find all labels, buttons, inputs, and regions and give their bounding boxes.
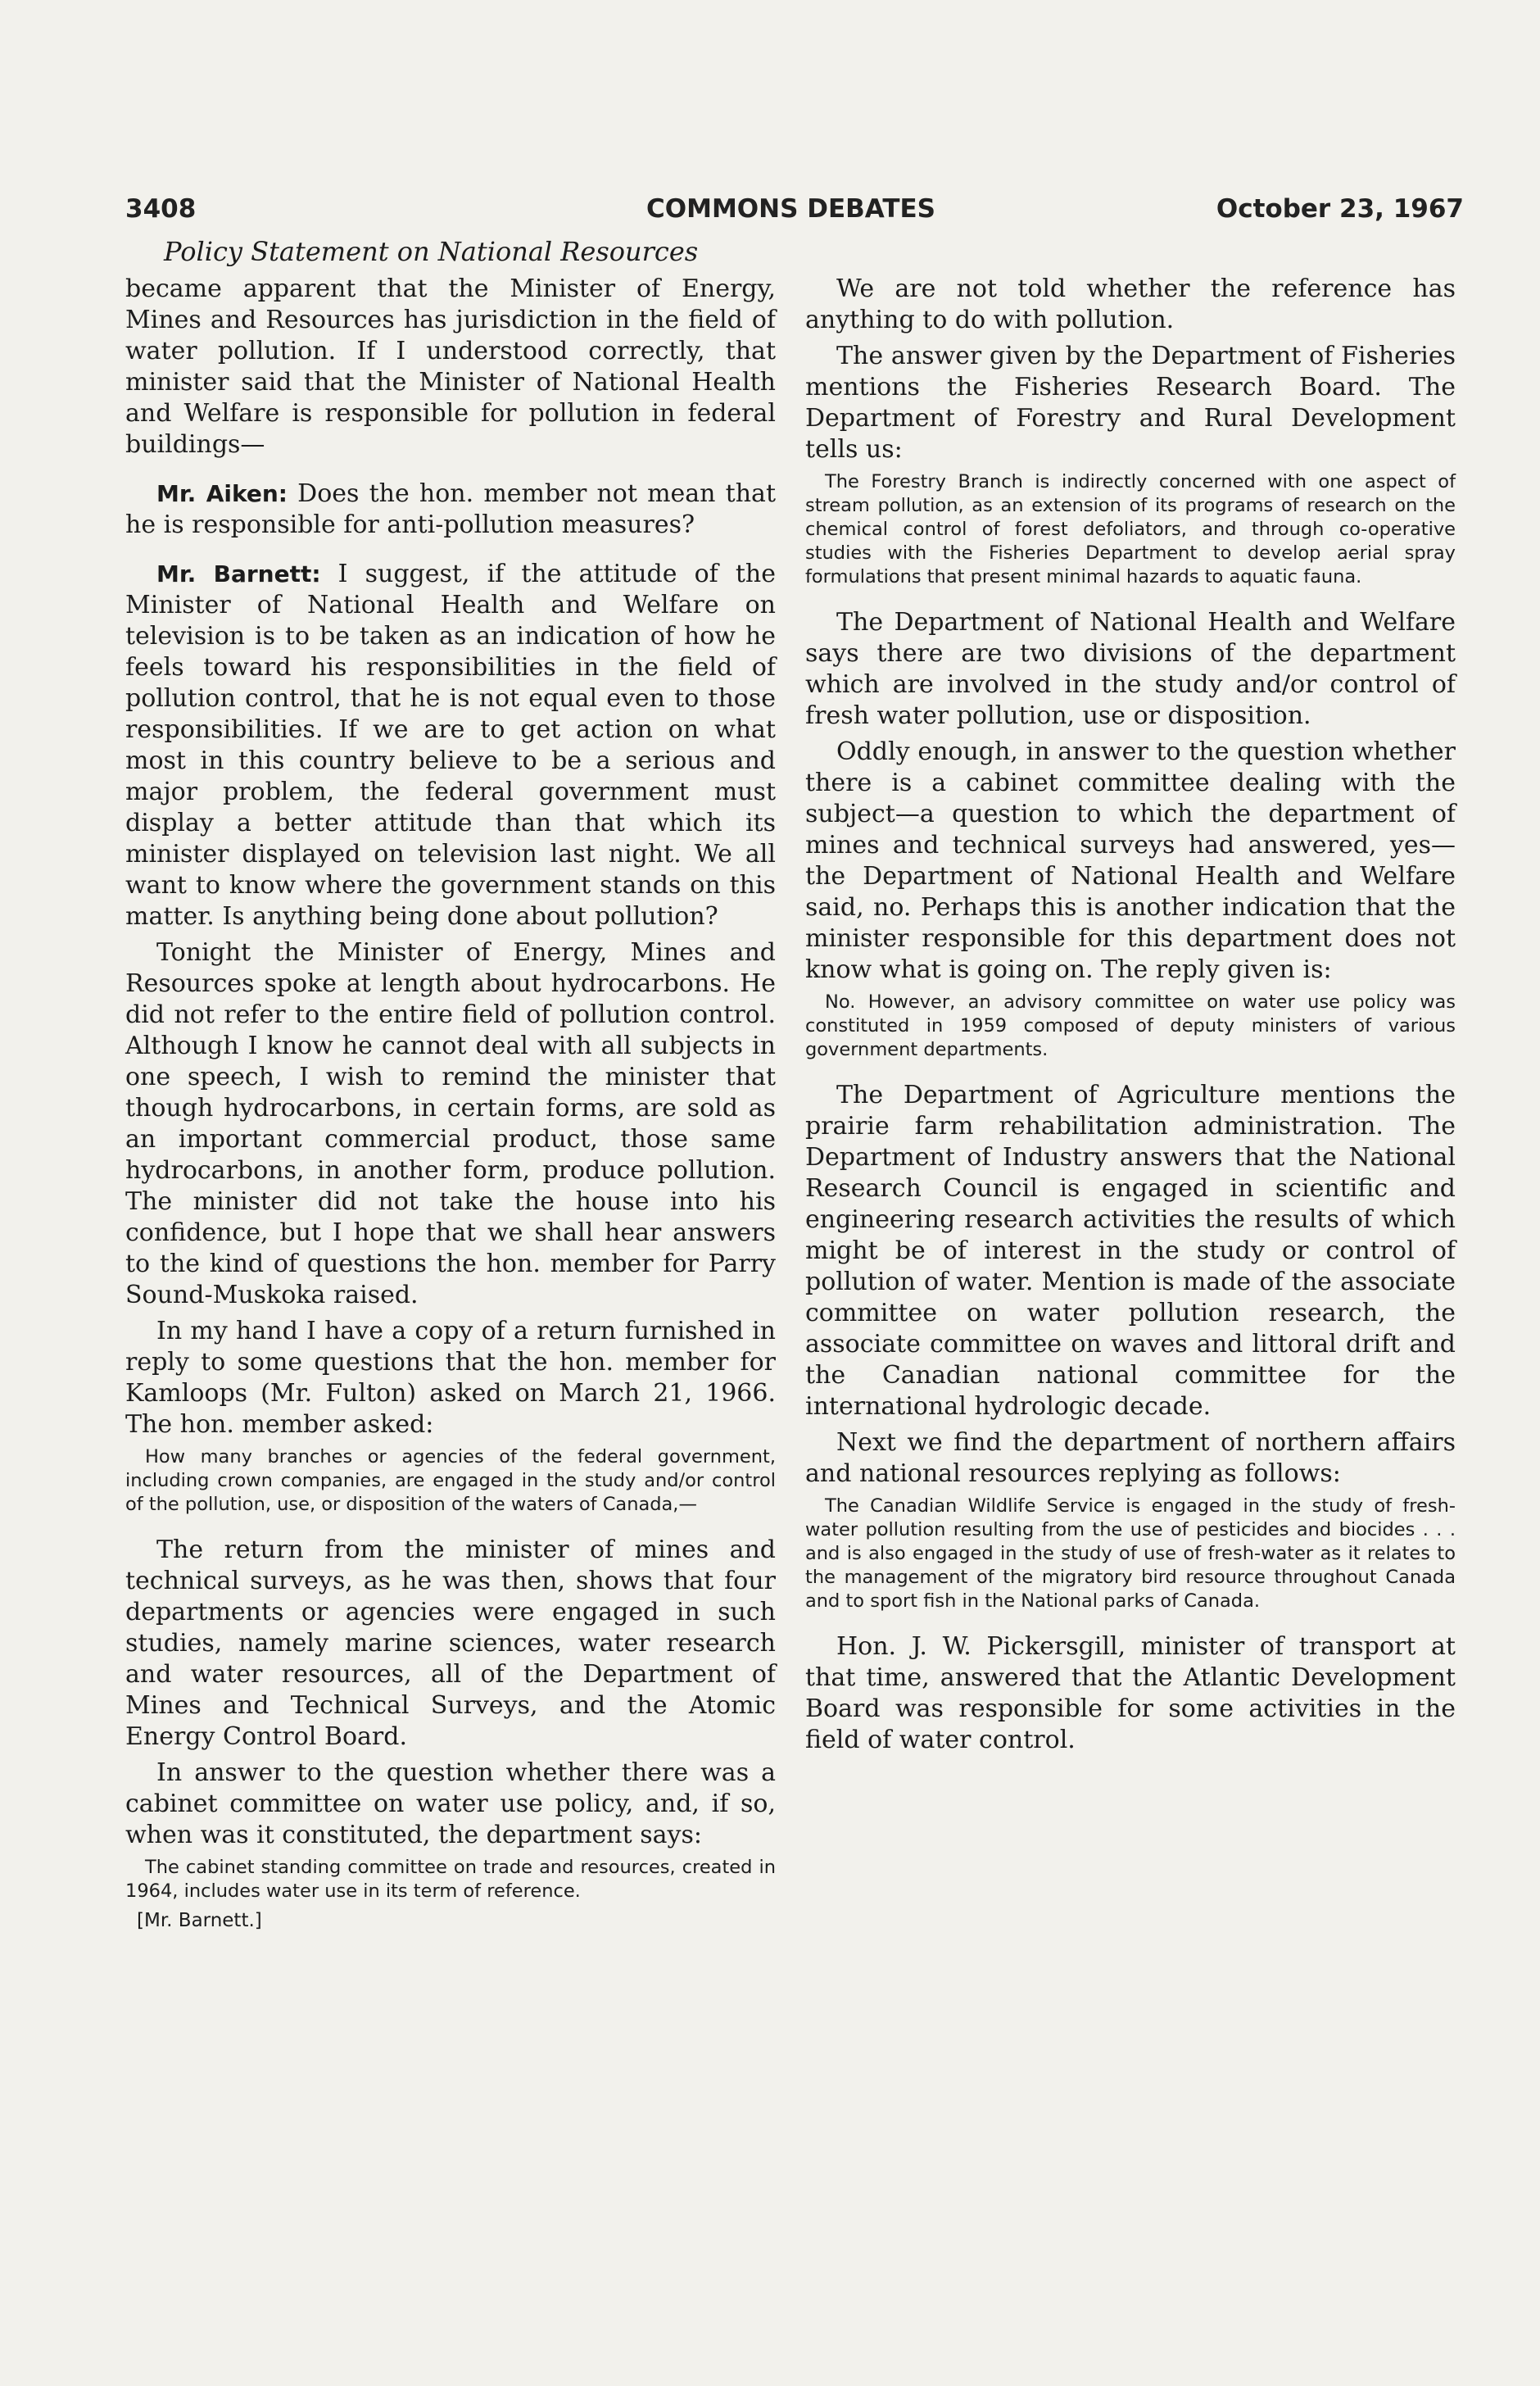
publication-date: October 23, 1967	[1216, 194, 1464, 224]
paragraph: The Department of National Health and Welfare says there are two divisions of the department which are involved in the study and/or control of fresh water pollution, use or disposition.	[805, 608, 1456, 730]
page-header	[125, 194, 1464, 235]
paragraph: Tonight the Minister of Energy, Mines and Resources spoke at length about hydrocarbons. He did not refer to the entire field of pollution control. Although I know he cannot deal with all subjects in one speech, I wish to remind the minister that though hydrocarbons, in certain forms, are sold as an important commercial product, those same hydrocarbons, in another form, produce pollution. The minister did not take the house into his confidence, but I hope that we shall hear answers to the kind of questions the hon. member for Parry Sound-Muskoka raised.	[125, 938, 776, 1309]
left-column	[125, 274, 776, 1931]
paragraph: The Department of Agriculture mentions the prairie farm rehabilitation administration. The Department of Industry answers that the National Research Council is engaged in scientific and engineering research activities the results of which might be of interest in the study or control of pollution of water. Mention is made of the associate committee on water pollution research, the associate committee on waves and littoral drift and the Canadian national committee for the international hydrologic decade.	[805, 1081, 1456, 1421]
quotation: The Forestry Branch is indirectly concerned with one aspect of stream pollution, as an extension of its programs of research on the chemical control of forest defoliators, and through co-operative studies with the Fisheries Department to develop aerial spray formulations that present minimal hazards to aquatic fauna.	[805, 471, 1456, 587]
quotation: The cabinet standing committee on trade and resources, created in 1964, includes water use in its term of reference.	[125, 1857, 776, 1902]
quotation: The Canadian Wildlife Service is engaged in the study of fresh-water pollution resulting from the use of pesticides and biocides . . . and is also engaged in the study of use of fresh-water as it relates to the management of the migratory bird resource throughout Canada and to sport fish in the National parks of Canada.	[805, 1495, 1456, 1612]
paragraph: In answer to the question whether there was a cabinet committee on water use policy, and, if so, when was it constituted, the department says:	[125, 1758, 776, 1849]
paragraph	[125, 559, 776, 932]
speaker-footer: [Mr. Barnett.]	[137, 1910, 262, 1931]
speech-text: I suggest, if the attitude of the Minister of National Health and Welfare on television is to be taken as an indication of how he feels toward his responsibilities in the field of pollution control, that he is not equal even to those responsibilities. If we are to get action on what most in this country believe to be a serious and major problem, the federal government must display a better attitude than that which its minister displayed on television last night. We all want to know where the government stands on this matter. Is anything being done about pollution?	[125, 560, 776, 931]
paragraph: We are not told whether the reference has anything to do with pollution.	[805, 274, 1456, 334]
page-number: 3408	[125, 194, 197, 224]
paragraph: became apparent that the Minister of Energy, Mines and Resources has jurisdiction in the field of water pollution. If I understood correctly, that minister said that the Minister of National Health and Welfare is responsible for pollution in federal buildings—	[125, 274, 776, 459]
speaker-name: Mr. Aiken:	[156, 480, 288, 507]
quotation: No. However, an advisory committee on water use policy was constituted in 1959 composed of deputy ministers of various government departments.	[805, 991, 1456, 1060]
paragraph: Oddly enough, in answer to the question whether there is a cabinet committee dealing with the subject—a question to which the department of mines and technical surveys had answered, yes—the Department of National Health and Welfare said, no. Perhaps this is another indication that the minister responsible for this department does not know what is going on. The reply given is:	[805, 737, 1456, 984]
paragraph: The return from the minister of mines and technical surveys, as he was then, shows that four departments or agencies were engaged in such studies, namely marine sciences, water research and water resources, all of the Department of Mines and Technical Surveys, and the Atomic Energy Control Board.	[125, 1535, 776, 1751]
paragraph: Hon. J. W. Pickersgill, minister of transport at that time, answered that the Atlantic Development Board was responsible for some activities in the field of water control.	[805, 1632, 1456, 1754]
right-column	[805, 274, 1456, 1761]
section-subheading: Policy Statement on National Resources	[164, 236, 699, 267]
paragraph: The answer given by the Department of Fisheries mentions the Fisheries Research Board. The Department of Forestry and Rural Development tells us:	[805, 342, 1456, 464]
paragraph: In my hand I have a copy of a return furnished in reply to some questions that the hon. member for Kamloops (Mr. Fulton) asked on March 21, 1966. The hon. member asked:	[125, 1317, 776, 1439]
paragraph	[125, 479, 776, 541]
speech-text: Does the hon. member not mean that he is responsible for anti-pollution measures?	[125, 479, 776, 539]
paragraph: Next we find the department of northern affairs and national resources replying as follows:	[805, 1428, 1456, 1488]
quotation: How many branches or agencies of the federal government, including crown companies, are engaged in the study and/or control of the pollution, use, or disposition of the waters of Canada,—	[125, 1446, 776, 1515]
speaker-name: Mr. Barnett:	[156, 560, 321, 587]
publication-title: COMMONS DEBATES	[646, 194, 935, 224]
